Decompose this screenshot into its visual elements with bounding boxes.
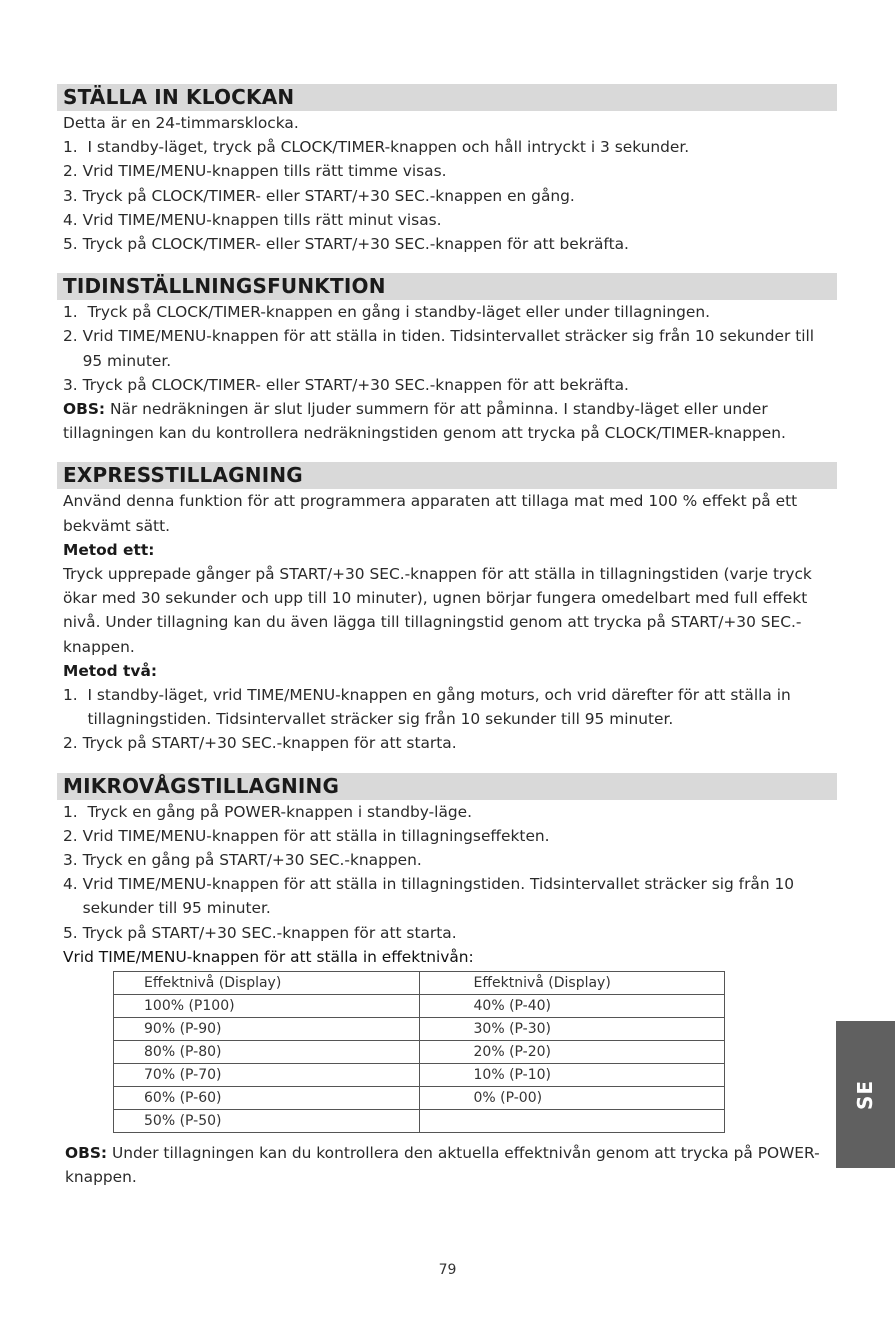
table-cell: Effektnivå (Display) (419, 972, 725, 995)
table-cell: 40% (P-40) (419, 995, 725, 1018)
list-item: 3. Tryck på CLOCK/TIMER- eller START/+30 SEC.-knappen en gång. (63, 186, 575, 205)
list-item: 1. Tryck en gång på POWER-knappen i standby-läge. (63, 802, 473, 821)
table-row (114, 1018, 725, 1041)
table-row (114, 1041, 725, 1064)
section-timer (57, 273, 837, 445)
intro-text: Använd denna funktion för att programmera apparaten att tillaga mat med 100 % effekt på ett bekvämt sätt. (63, 492, 798, 535)
list-item: 4. Vrid TIME/MENU-knappen för att ställa in tillagningstiden. Tidsintervallet sträcker sig från 10 sekunder till 95 minuter. (63, 875, 795, 918)
table-row (114, 1110, 725, 1133)
list-item: 3. Tryck en gång på START/+30 SEC.-knappen. (63, 851, 422, 870)
table-cell: 10% (P-10) (419, 1064, 725, 1087)
list-item: 1. Tryck på CLOCK/TIMER-knappen en gång i standby-läget eller under tillagningen. (63, 303, 710, 322)
list-item: 2. Vrid TIME/MENU-knappen tills rätt timme visas. (63, 162, 447, 181)
obs-note: OBS: När nedräkningen är slut ljuder summern för att påminna. I standby-läget eller under tillagningen kan du kontrollera nedräkningstiden genom att trycka på CLOCK/TIMER-knappen. (63, 400, 786, 443)
method-one-heading: Metod ett: (63, 540, 155, 559)
list-item: 3. Tryck på CLOCK/TIMER- eller START/+30 SEC.-knappen för att bekräfta. (63, 375, 629, 394)
table-cell: Effektnivå (Display) (114, 972, 420, 995)
table-cell: 80% (P-80) (114, 1041, 420, 1064)
method-two-heading: Metod två: (63, 661, 157, 680)
table-row (114, 1087, 725, 1110)
section-express (57, 462, 837, 755)
page-number: 79 (438, 1262, 457, 1278)
list-item: 5. Tryck på START/+30 SEC.-knappen för att starta. (63, 923, 457, 942)
section-heading: STÄLLA IN KLOCKAN (57, 84, 837, 111)
table-cell (419, 1110, 725, 1133)
list-item: 1. I standby-läget, tryck på CLOCK/TIMER-knappen och håll intryckt i 3 sekunder. (63, 138, 690, 157)
table-cell: 50% (P-50) (114, 1110, 420, 1133)
intro-text: Detta är en 24-timmarsklocka. (63, 114, 299, 132)
power-level-intro: Vrid TIME/MENU-knappen för att ställa in effektnivån: (63, 947, 474, 966)
section-heading: EXPRESSTILLAGNING (57, 462, 837, 489)
list-item: 1. I standby-läget, vrid TIME/MENU-knappen en gång moturs, och vrid därefter för att ställa in tillagningstiden. Tidsintervallet sträcker sig från 10 sekunder till 95 minuter. (63, 686, 791, 729)
table-cell: 20% (P-20) (419, 1041, 725, 1064)
list-item: 4. Vrid TIME/MENU-knappen tills rätt minut visas. (63, 210, 442, 229)
language-tab-label: SE (853, 1079, 878, 1110)
table-row (114, 995, 725, 1018)
section-clock (57, 84, 837, 256)
language-tab (836, 1021, 895, 1168)
list-item: 2. Vrid TIME/MENU-knappen för att ställa in tillagningseffekten. (63, 826, 550, 845)
table-cell: 90% (P-90) (114, 1018, 420, 1041)
obs-note: OBS: Under tillagningen kan du kontrollera den aktuella effektnivån genom att trycka på POWER-knappen. (65, 1144, 820, 1187)
table-cell: 60% (P-60) (114, 1087, 420, 1110)
table-cell: 0% (P-00) (419, 1087, 725, 1110)
method-one-text: Tryck upprepade gånger på START/+30 SEC.-knappen för att ställa in tillagningstiden (varje tryck ökar med 30 sekunder och upp till 10 minuter), ugnen börjar fungera omedelbart med full effekt nivå. Under tillagning kan du även lägga till tillagningstid genom att trycka på START/+30 SEC.-knappen. (63, 565, 812, 656)
table-cell: 30% (P-30) (419, 1018, 725, 1041)
list-item: 2. Tryck på START/+30 SEC.-knappen för att starta. (63, 734, 457, 753)
section-microwave (57, 773, 837, 1190)
table-cell: 100% (P100) (114, 995, 420, 1018)
table-row (114, 972, 725, 995)
table-cell: 70% (P-70) (114, 1064, 420, 1087)
list-item: 2. Vrid TIME/MENU-knappen för att ställa in tiden. Tidsintervallet sträcker sig från 10 sekunder till 95 minuter. (63, 327, 815, 370)
section-heading: MIKROVÅGSTILLAGNING (57, 773, 837, 800)
table-row (114, 1064, 725, 1087)
manual-page (57, 84, 837, 1207)
section-heading: TIDINSTÄLLNINGSFUNKTION (57, 273, 837, 300)
power-level-table (113, 971, 725, 1133)
list-item: 5. Tryck på CLOCK/TIMER- eller START/+30 SEC.-knappen för att bekräfta. (63, 235, 629, 254)
